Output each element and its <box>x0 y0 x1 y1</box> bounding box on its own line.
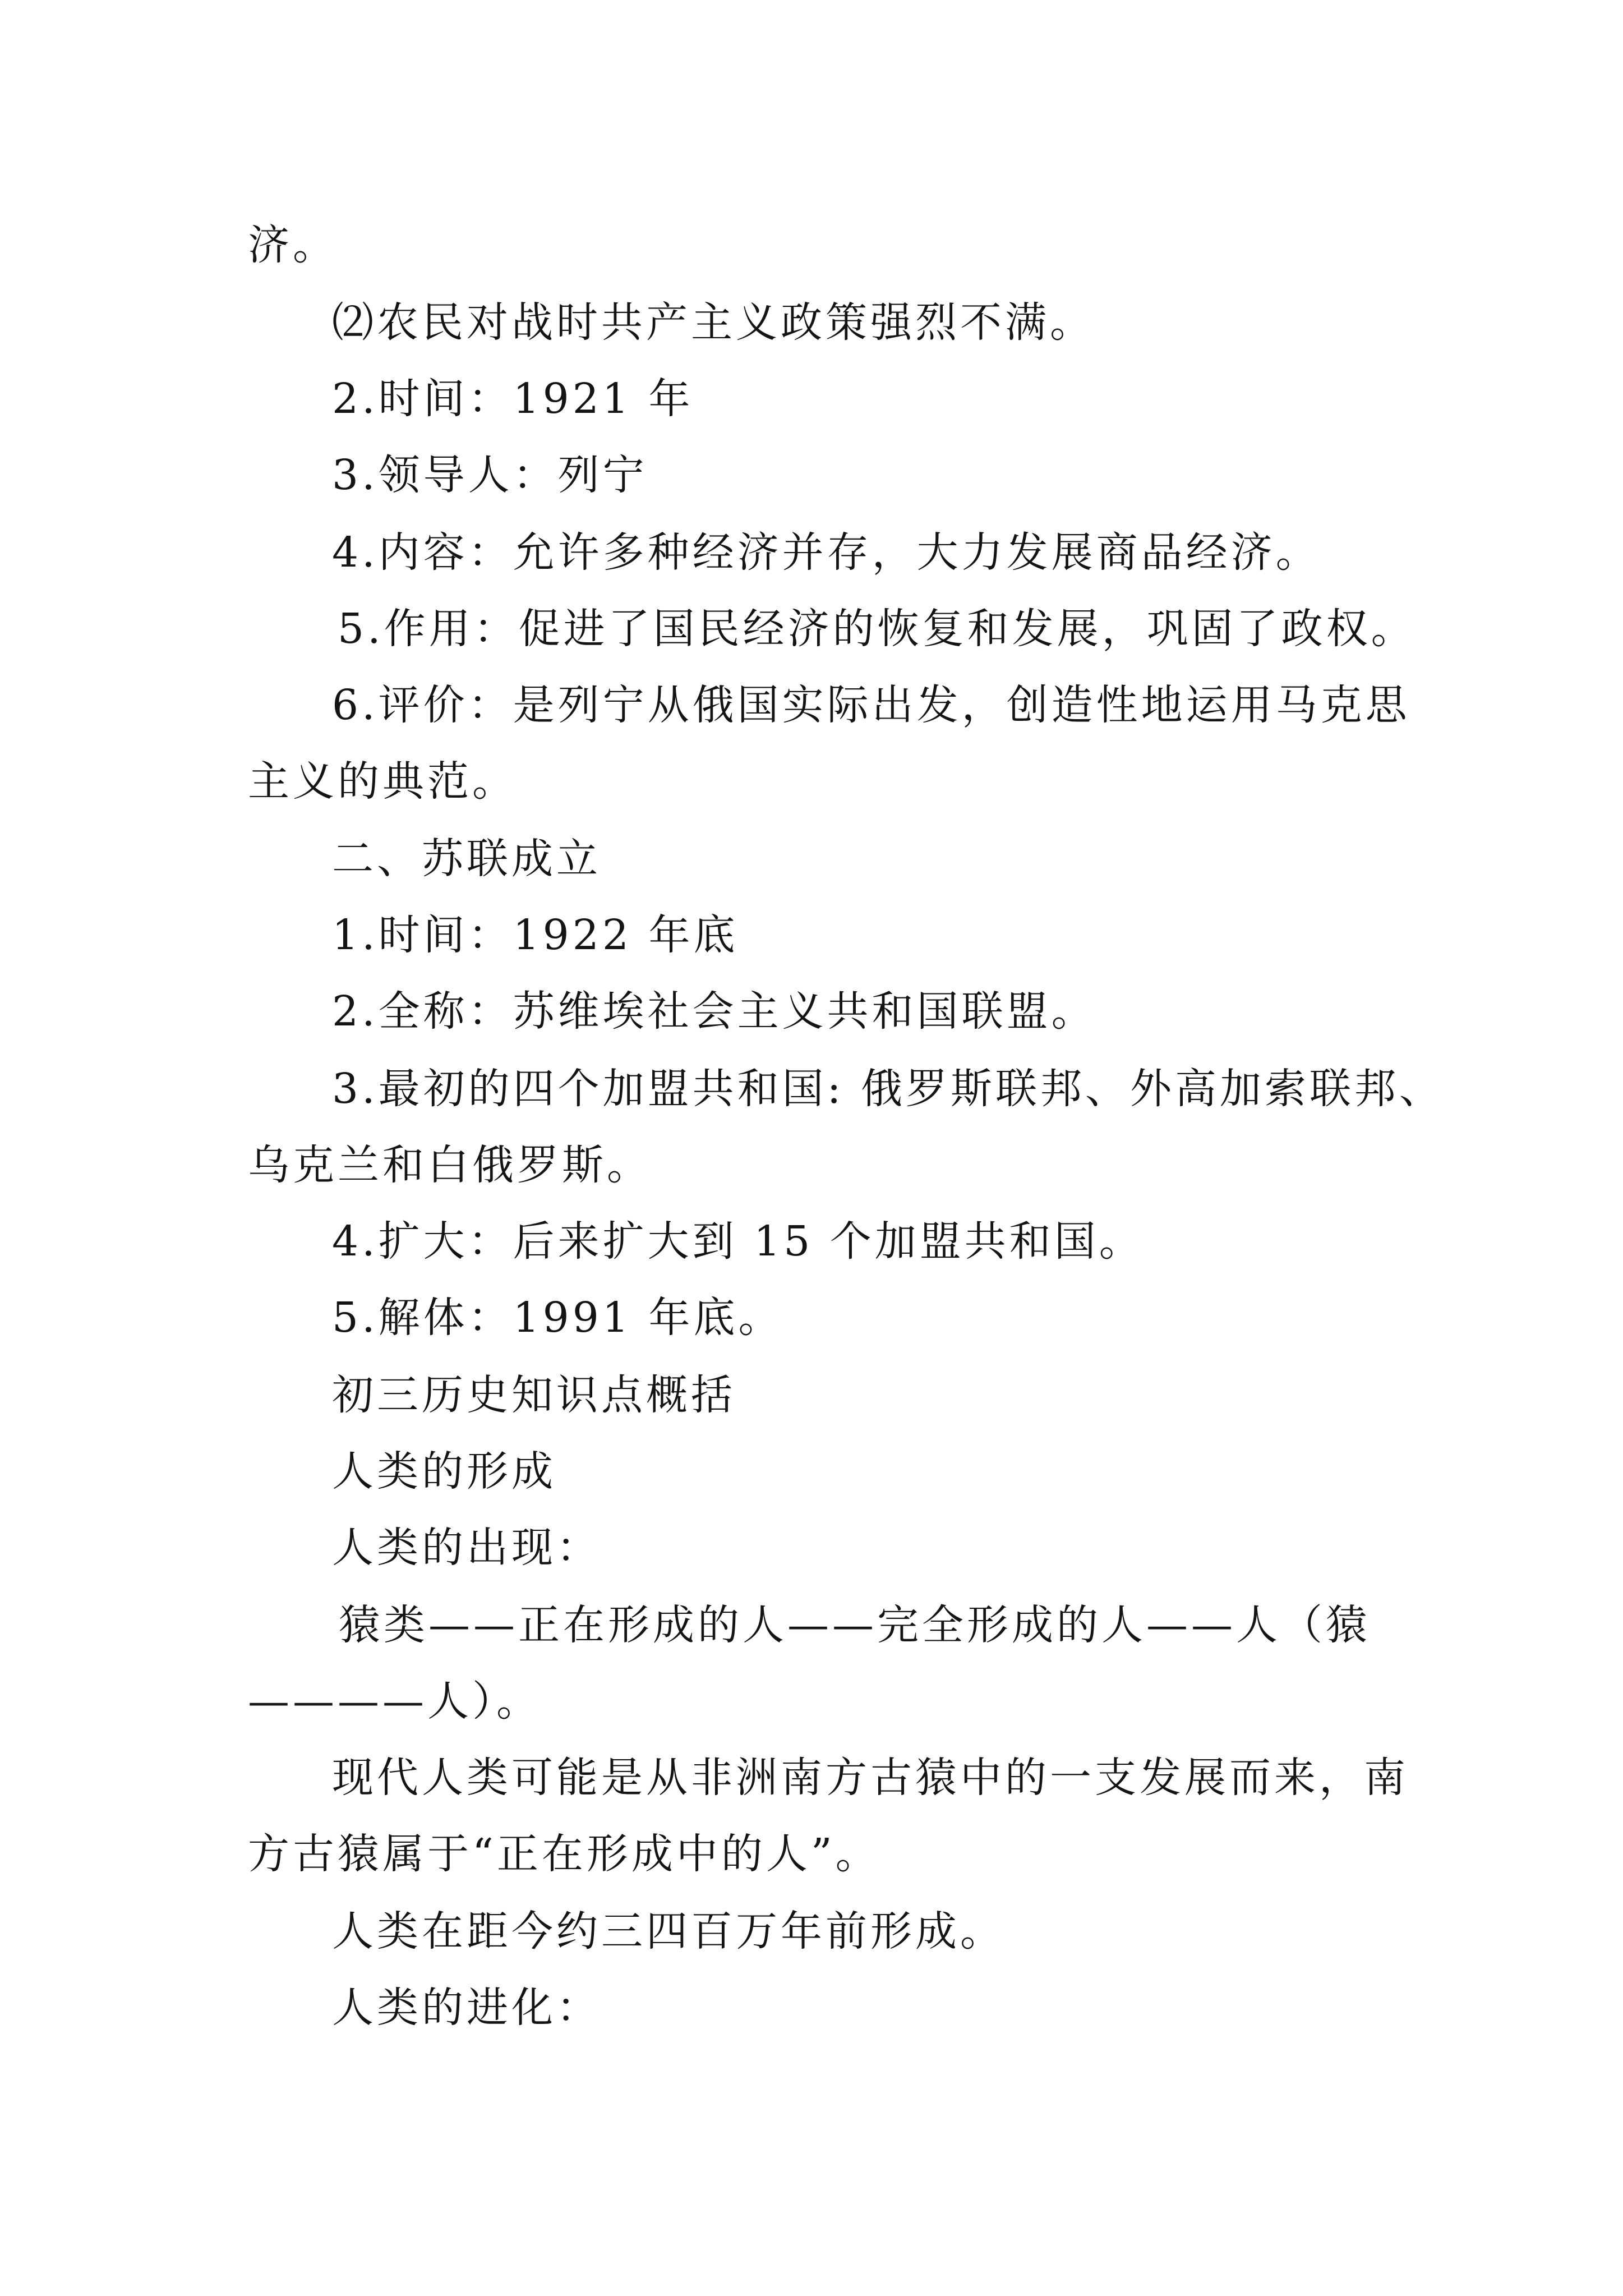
text-line: 乌克兰和白俄罗斯。 <box>248 1141 652 1189</box>
text-line: 主义的典范。 <box>248 757 517 806</box>
text-line: 人类的出现： <box>332 1524 601 1572</box>
text-line: ⑵农民对战时共产主义政策强烈不满。 <box>332 298 1095 347</box>
text-line: 6.评价：是列宁从俄国实际出发，创造性地运用马克思 <box>332 681 1410 729</box>
section-heading: 初三历史知识点概括 <box>332 1371 736 1419</box>
section-heading: 二、苏联成立 <box>332 835 601 883</box>
text-line: 2.时间：1921 年 <box>332 375 694 423</box>
text-line: 5.解体：1991 年底。 <box>332 1294 783 1342</box>
text-line: 4.内容：允许多种经济并存，大力发展商品经济。 <box>332 528 1321 577</box>
text-line: ————人）。 <box>248 1677 541 1726</box>
text-line: 3.最初的四个加盟共和国: 俄罗斯联邦、外高加索联邦、 <box>332 1065 1445 1113</box>
text-line: 3.领导人：列宁 <box>332 451 648 499</box>
text-line: 济。 <box>248 221 338 269</box>
text-line: 人类在距今约三四百万年前形成。 <box>332 1907 1005 1955</box>
text-line: 人类的进化： <box>332 1984 601 2032</box>
text-line: 猿类——正在形成的人——完全形成的人——人（猿 <box>339 1601 1371 1649</box>
text-line: 1.时间：1922 年底 <box>332 911 739 959</box>
text-line: 5.作用：促进了国民经济的恢复和发展，巩固了政权。 <box>338 605 1416 653</box>
text-line: 4.扩大：后来扩大到 15 个加盟共和国。 <box>332 1217 1144 1266</box>
text-line: 2.全称：苏维埃社会主义共和国联盟。 <box>332 987 1096 1036</box>
text-line: 方古猿属于“正在形成中的人”。 <box>248 1830 880 1878</box>
section-heading: 人类的形成 <box>332 1447 556 1496</box>
text-line: 现代人类可能是从非洲南方古猿中的一支发展而来，南 <box>332 1754 1409 1802</box>
